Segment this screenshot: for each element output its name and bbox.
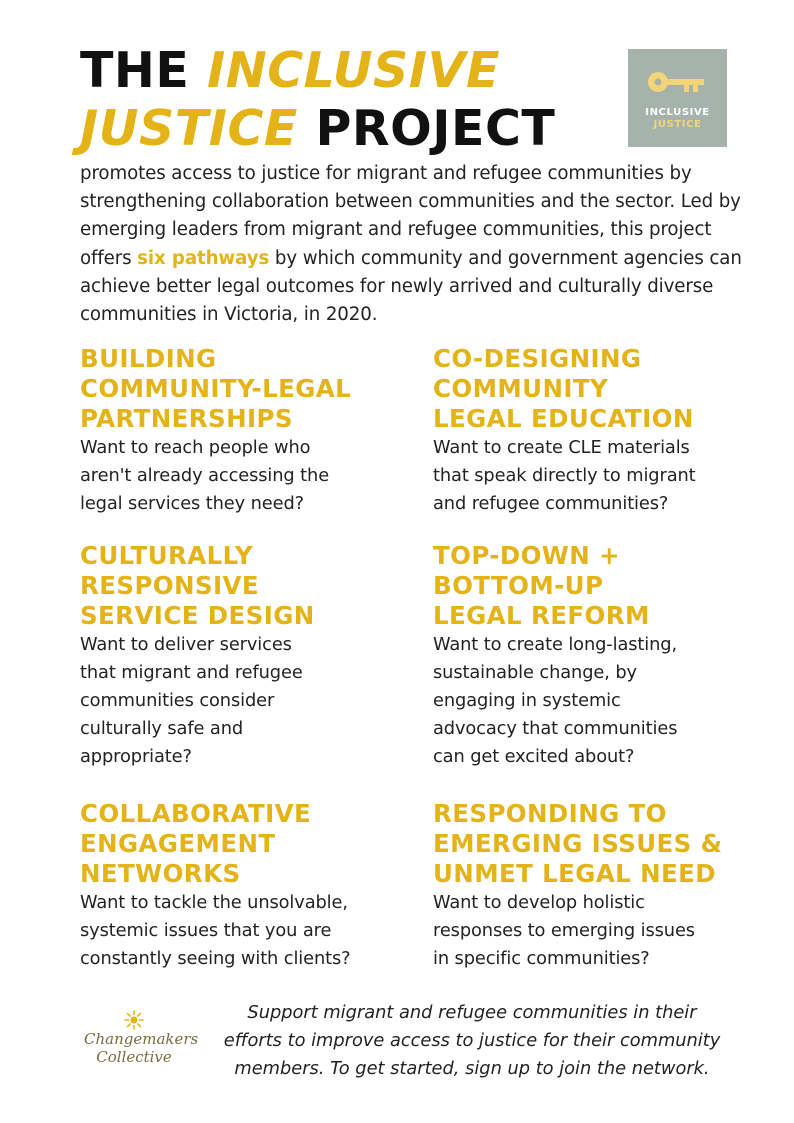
pathway-description (80, 631, 410, 771)
pathway-heading-line: BUILDING (80, 344, 217, 373)
pathway-text-line: that speak directly to migrant (433, 465, 696, 486)
pathway-heading (433, 541, 763, 631)
footer-call-to-action (192, 999, 752, 1083)
sun-icon (124, 1010, 144, 1030)
pathway-heading-line: COMMUNITY-LEGAL (80, 374, 352, 403)
pathway-description (433, 434, 763, 518)
pathway-card (80, 344, 410, 518)
pathway-description (433, 631, 763, 771)
pathway-text-line: Want to reach people who (80, 437, 311, 458)
title-project: PROJECT (315, 100, 556, 157)
key-icon (646, 67, 708, 97)
pathway-description (433, 889, 763, 973)
pathway-heading (433, 799, 763, 889)
title-the: THE (80, 42, 190, 99)
pathway-card (80, 541, 410, 771)
logo-text (628, 107, 727, 131)
pathway-text-line: culturally safe and (80, 718, 244, 739)
page-title (80, 42, 600, 158)
pathway-heading-line: CULTURALLY (80, 541, 254, 570)
pathway-heading-line: BOTTOM-UP (433, 571, 604, 600)
footer-line: Support migrant and refugee communities in their (247, 1002, 697, 1023)
pathway-heading-line: RESPONDING TO (433, 799, 667, 828)
pathway-text-line: Want to develop holistic (433, 892, 645, 913)
pathway-text-line: constantly seeing with clients? (80, 948, 351, 969)
footer-logo-line-2: Collective (96, 1048, 172, 1066)
inclusive-justice-logo (628, 49, 727, 147)
pathway-text-line: Want to tackle the unsolvable, (80, 892, 348, 913)
pathway-text-line: engaging in systemic (433, 690, 621, 711)
footer-line: efforts to improve access to justice for their community (223, 1030, 721, 1051)
pathway-heading-line: UNMET LEGAL NEED (433, 859, 717, 888)
pathway-heading-line: CO-DESIGNING (433, 344, 642, 373)
pathway-text-line: in specific communities? (433, 948, 650, 969)
pathway-description (80, 434, 410, 518)
pathway-heading (80, 799, 410, 889)
pathway-heading (433, 344, 763, 434)
pathway-text-line: aren't already accessing the (80, 465, 330, 486)
pathway-heading-line: TOP-DOWN + (433, 541, 620, 570)
pathway-text-line: Want to create long-lasting, (433, 634, 678, 655)
pathway-heading-line: ENGAGEMENT (80, 829, 276, 858)
pathway-heading-line: LEGAL REFORM (433, 601, 650, 630)
pathway-heading-line: COLLABORATIVE (80, 799, 312, 828)
logo-line-1: INCLUSIVE (645, 107, 710, 118)
pathway-text-line: and refugee communities? (433, 493, 669, 514)
pathway-card (433, 344, 763, 518)
intro-paragraph (80, 160, 750, 329)
pathway-text-line: sustainable change, by (433, 662, 637, 683)
pathway-text-line: Want to create CLE materials (433, 437, 690, 458)
footer-logo-line-1: Changemakers (84, 1030, 199, 1048)
logo-line-2: JUSTICE (653, 119, 702, 130)
pathway-card (433, 541, 763, 771)
pathway-text-line: communities consider (80, 690, 275, 711)
pathway-text-line: Want to deliver services (80, 634, 292, 655)
title-inclusive: INCLUSIVE (206, 42, 500, 99)
pathway-heading-line: COMMUNITY (433, 374, 609, 403)
footer-line: members. To get started, sign up to join the network. (234, 1058, 710, 1079)
pathway-text-line: appropriate? (80, 746, 192, 767)
pathway-heading-line: NETWORKS (80, 859, 241, 888)
pathway-card (433, 799, 763, 973)
pathway-text-line: advocacy that communities (433, 718, 678, 739)
intro-text-after: by which community and government agencies can achieve better legal outcomes for newly arrived and culturally diverse communities in Victoria, in 2020. (80, 247, 742, 326)
pathway-heading (80, 344, 410, 434)
pathway-heading (80, 541, 410, 631)
intro-highlight: six pathways (137, 247, 270, 269)
intro-text-before: promotes access to justice for migrant and refugee communities by strengthening collaboration between communities and the sector. Led by emerging leaders from migrant and refugee communities, this project offers (80, 163, 741, 269)
changemakers-collective-logo (84, 1010, 199, 1070)
pathway-description (80, 889, 410, 973)
pathway-card (80, 799, 410, 973)
pathway-text-line: can get excited about? (433, 746, 635, 767)
pathway-heading-line: PARTNERSHIPS (80, 404, 293, 433)
pathway-heading-line: RESPONSIVE (80, 571, 259, 600)
pathway-heading-line: SERVICE DESIGN (80, 601, 315, 630)
title-justice: JUSTICE (80, 100, 298, 157)
pathway-text-line: that migrant and refugee (80, 662, 303, 683)
pathway-heading-line: EMERGING ISSUES & (433, 829, 723, 858)
pathway-text-line: responses to emerging issues (433, 920, 695, 941)
pathway-text-line: systemic issues that you are (80, 920, 332, 941)
pathway-heading-line: LEGAL EDUCATION (433, 404, 694, 433)
pathway-text-line: legal services they need? (80, 493, 304, 514)
